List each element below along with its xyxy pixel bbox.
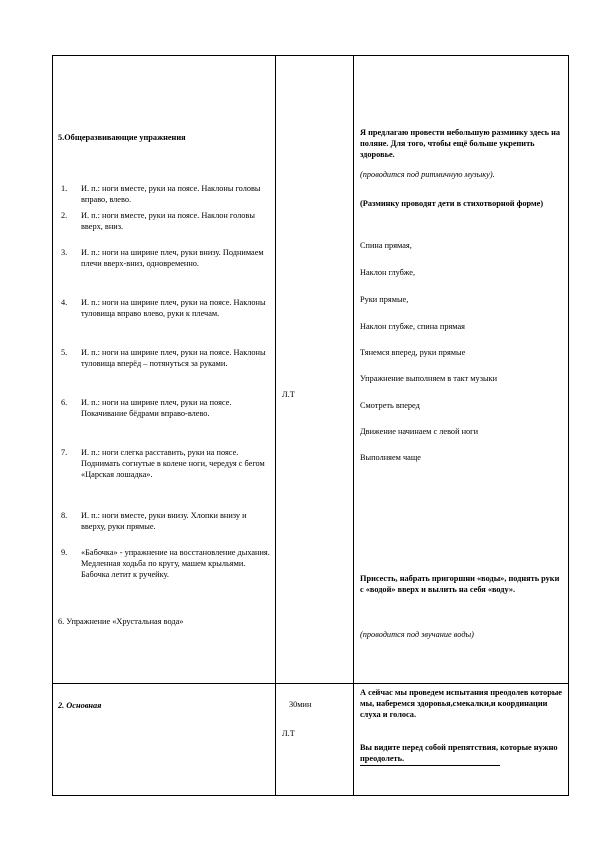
main-stage-label: 2. Основная — [58, 701, 102, 710]
teacher-mark-main: Л.Т — [282, 729, 295, 738]
exercise-text: И. п.: ноги на ширине плеч, руки на поясе. Наклоны туловища вправо влево, руки к плечам. — [81, 298, 266, 319]
exercise-text: И. п.: ноги на ширине плеч, руки внизу. Поднимаем плечи вверх-вниз, одновременно. — [81, 248, 264, 269]
instruction-line: Наклон глубже, спина прямая — [360, 322, 465, 331]
table-bottom-border — [52, 795, 569, 796]
table-column-divider — [275, 55, 276, 796]
poem-note: (Разминку проводят дети в стихотворной форме) — [360, 199, 544, 208]
table-left-border — [52, 55, 53, 796]
teacher-mark: Л.Т — [282, 390, 295, 399]
instruction-line: Руки прямые, — [360, 295, 409, 304]
exercise-number: 9. — [61, 548, 68, 557]
exercise-number: 7. — [61, 448, 68, 457]
lesson-table — [52, 55, 569, 796]
water-instruction: Присесть, набрать пригоршни «воды», поднять руки с «водой» вверх и вылить на себя «воду». — [360, 574, 560, 595]
exercise-number: 2. — [61, 211, 68, 220]
main-stage-text-2: Вы видите перед собой препятствия, которые нужно преодолеть. — [360, 743, 558, 764]
duration: 30мин — [289, 700, 312, 709]
exercise-number: 4. — [61, 298, 68, 307]
exercise-text: И. п.: ноги вместе, руки на поясе. Наклоны головы вправо, влево. — [81, 184, 261, 205]
exercise-number: 5. — [61, 348, 68, 357]
exercise-text: И. п.: ноги на ширине плеч, руки на поясе. Покачивание бёдрами вправо-влево. — [81, 398, 232, 419]
instruction-line: Выполняем чаще — [360, 453, 421, 462]
table-top-border — [52, 55, 569, 56]
instruction-line: Смотреть вперед — [360, 401, 420, 410]
exercise-text: И. п.: ноги вместе, руки внизу. Хлопки внизу и вверху, руки прямые. — [81, 511, 247, 532]
intro-note: (проводится под ритмичную музыку). — [360, 170, 495, 179]
section-six-title: 6. Упражнение «Хрустальная вода» — [58, 617, 184, 626]
instruction-line: Тянемся вперед, руки прямые — [360, 348, 466, 357]
instruction-line: Движение начинаем с левой ноги — [360, 427, 479, 436]
highlight-underline — [360, 765, 500, 766]
section-title: 5.Общеразвивающие упражнения — [58, 133, 186, 142]
water-note: (проводится под звучание воды) — [360, 630, 474, 639]
exercise-text: И. п.: ноги слегка расставить, руки на поясе. Поднимать согнутые в колене ноги, чередуя с бегом «Царская лошадка». — [81, 448, 265, 480]
exercise-number: 1. — [61, 184, 68, 193]
table-column-divider — [353, 55, 354, 796]
table-row-divider — [52, 683, 569, 684]
instruction-line: Упражнение выполняем в такт музыки — [360, 374, 498, 383]
exercise-number: 6. — [61, 398, 68, 407]
exercise-number: 3. — [61, 248, 68, 257]
exercise-text: «Бабочка» - упражнение на восстановление дыхания. Медленная ходьба по кругу, машем крыльями. Бабочка летит к ручейку. — [81, 548, 270, 580]
intro-text: Я предлагаю провести небольшую разминку здесь на поляне. Для того, чтобы ещё больше укрепить здоровье. — [360, 128, 561, 160]
instruction-line: Спина прямая, — [360, 241, 412, 250]
table-right-border — [568, 55, 569, 796]
exercise-text: И. п.: ноги вместе, руки на поясе. Наклон головы вверх, вниз. — [81, 211, 255, 232]
main-stage-text: А сейчас мы проведем испытания преодолев которые мы, наберемся здоровья,смекалки,и координации слуха и голоса. — [360, 688, 562, 720]
exercise-text: И. п.: ноги на ширине плеч, руки на поясе. Наклоны туловища вперёд – потянуться за руками. — [81, 348, 266, 369]
instruction-line: Наклон глубже, — [360, 268, 416, 277]
exercise-number: 8. — [61, 511, 68, 520]
